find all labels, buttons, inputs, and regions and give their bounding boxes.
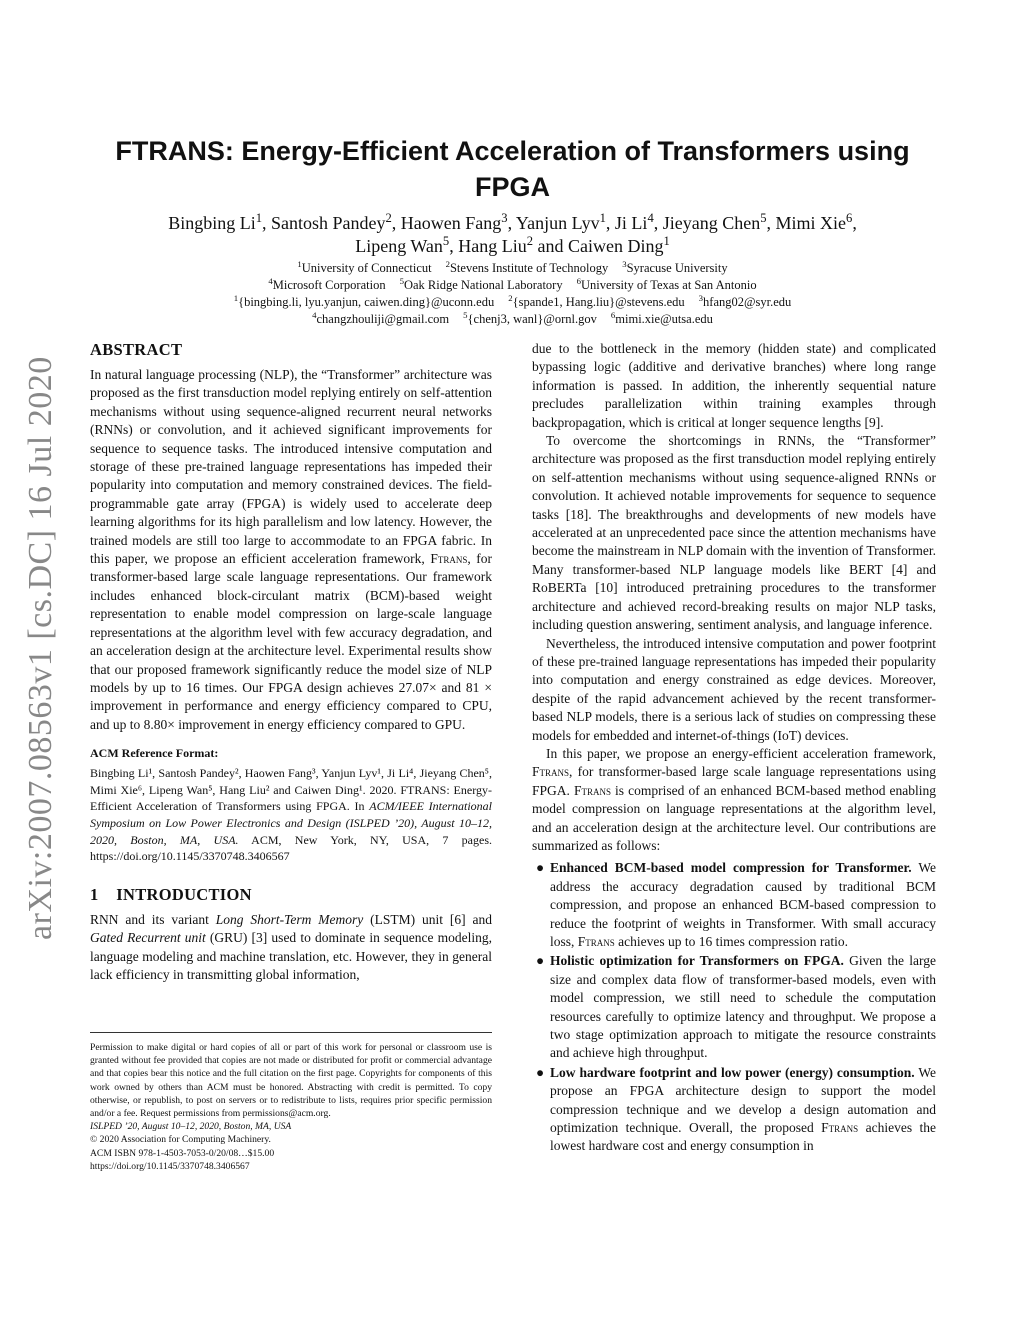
author-name: Santosh Pandey (271, 213, 386, 233)
bullet-icon: ● (536, 953, 545, 969)
affiliation-mark: 4 (312, 309, 317, 320)
author-affiliation-mark: 3 (501, 211, 508, 225)
author-name: Mimi Xie (775, 213, 847, 233)
contribution-title: Holistic optimization for Transformers on FPGA. (550, 953, 844, 969)
affiliation-text: University of Connecticut (301, 261, 432, 275)
footnote-venue: ISLPED ’20, August 10–12, 2020, Boston, MA, USA (90, 1121, 292, 1133)
acm-ref-venue: ACM/IEEE International Symposium on Low Power Electronics and Design (ISLPED ’20), August 10–12, 2020, Boston, MA, USA. (90, 799, 492, 847)
contributions-list (532, 859, 936, 1156)
affiliation-text: {bingbing.li, lyu.yanjun, caiwen.ding}@uconn.edu (238, 295, 495, 309)
contribution-title: Low hardware footprint and low power (energy) consumption. (550, 1064, 915, 1080)
contribution-text-end: achieves up to 16 times compression ratio. (614, 934, 848, 949)
affiliation-text: Microsoft Corporation (272, 278, 386, 292)
author-affiliation-mark: 4 (647, 211, 654, 225)
intro-p1-lstm: Long Short-Term Memory (215, 911, 364, 927)
intro-p4 (532, 745, 936, 855)
author-name: Hang Liu (458, 236, 527, 256)
footnote-doi[interactable]: https://doi.org/10.1145/3370748.3406567 (90, 1160, 250, 1172)
affiliation-line-1 (90, 260, 935, 277)
intro-p1-c: (GRU) [3] used to dominate in sequence modeling, language modeling and machine translation, etc. However, they in general lack efficiency in transmitting global information, (90, 930, 492, 982)
intro-heading-text: INTRODUCTION (116, 884, 252, 904)
affiliation-line-2 (90, 277, 935, 294)
abstract-heading: ABSTRACT (90, 340, 183, 359)
ftrans-name: Ftrans (577, 934, 615, 949)
affiliation-mark: 1 (297, 258, 302, 269)
left-column (90, 340, 492, 984)
intro-p4-a: In this paper, we propose an energy-efficient acceleration framework, (546, 745, 936, 761)
ftrans-name: Ftrans (821, 1120, 859, 1136)
author-name: Ji Li (614, 213, 648, 233)
abstract-text-1: In natural language processing (NLP), the “Transformer” architecture was proposed as the first transduction model replying entirely on self-attention mechanisms without using sequence-aligned recurrent neural networks (RNNs) or convolution, and it achieved significant improvements for sequence to sequence tasks. The introduced intensive computation and storage of these pre-trained language representations has impeded their popularity into computation and memory constrained devices. The field-programmable gate array (FPGA) is widely used to accelerate deep learning algorithms for its high parallelism and low latency. However, the trained models are still too large to accommodate to an FPGA fabric. In this paper, we propose an efficient acceleration framework, (90, 367, 492, 567)
affiliation-mark: 1 (233, 292, 239, 303)
contribution-text: Given the large size and complex data flow of transformer-based models, even with model compression, we still need to schedule the computation resources carefully to optimize latency and throughput. We propose a two stage optimization approach to mitigate the resource constraints and achieve high throughput. (550, 953, 936, 1061)
affiliation-line-4 (90, 311, 935, 328)
intro-p4-c: is comprised of an enhanced BCM-based method enabling model compression on language representations at the algorithm level, and an acceleration design at the architecture level. Our contributions are summarized as follows: (532, 782, 937, 853)
affiliation-mark: 5 (399, 275, 404, 286)
author-affiliation-mark: 2 (526, 234, 533, 248)
affiliation-text: Oak Ridge National Laboratory (403, 278, 563, 292)
author-name: Jieyang Chen (662, 213, 761, 233)
author-affiliation-mark: 2 (385, 211, 392, 225)
acm-ref-heading: ACM Reference Format: (90, 746, 219, 761)
affiliation-mark: 3 (622, 258, 627, 269)
abstract-text-2: , for transformer-based large scale language representations. Our framework includes enhanced block-circulant matrix (BCM)-based weight representation to enable model compression on large-scale language representations at the algorithm level with few accuracy degradation, and an acceleration design at the architecture level. Experimental results show that our proposed framework significantly reduce the model size of NLP models by up to 16 times. Our FPGA design achieves 27.07× and 81 × improvement in performance and energy efficiency compared to CPU, and up to 8.80× improvement in energy efficiency compared to GPU. (90, 551, 492, 732)
affiliation-mark: 2 (445, 258, 450, 269)
acm-ref-tail[interactable]: ACM, New York, NY, USA, 7 pages. https://doi.org/10.1145/3370748.3406567 (90, 832, 493, 864)
arxiv-stamp: arXiv:2007.08563v1 [cs.DC] 16 Jul 2020 (22, 356, 59, 940)
affiliation-text: {chenj3, wanl}@ornl.gov (467, 312, 597, 326)
footnote-permission: Permission to make digital or hard copies of all or part of this work for personal or classroom use is granted without fee provided that copies are not made or distributed for profit or commercial advantage and that copies bear this notice and the full citation on the first page. Copyrights for components of this work owned by others than ACM must be honored. Abstracting with credit is permitted. To copy otherwise, or republish, to post on servers or to redistribute to lists, requires prior specific permission and/or a fee. Request permissions from permissions@acm.org. (90, 1042, 492, 1120)
bullet-icon: ● (536, 1064, 545, 1080)
intro-p4-b: , for transformer-based large scale language representations using FPGA. (532, 764, 936, 798)
intro-heading-num: 1 (90, 884, 99, 904)
ftrans-name: Ftrans (532, 764, 570, 780)
acm-ref-text (90, 765, 492, 865)
intro-p1-cont: due to the bottleneck in the memory (hidden state) and complicated bypassing logic (additive and derivative branches) where long range information is passed. In addition, the inherently sequential nature precludes parallelization within training examples through backpropagation, which is critical at longer sequence lengths [9]. (532, 341, 936, 430)
intro-p3: Nevertheless, the introduced intensive computation and power footprint of these pre-trained language representations has impeded their popularity into computation and energy constrained as edge devices. Moreover, despite of the rapid advancement achieved by the recent transformer-based NLP models, there is a serious lack of studies on compressing these models for embedded and internet-of-things (IoT) devices. (532, 635, 936, 743)
ftrans-name: Ftrans (430, 551, 468, 567)
bullet-icon: ● (536, 860, 545, 876)
affiliation-text: Stevens Institute of Technology (449, 261, 609, 275)
contribution-text: We address the accuracy degradation caused by traditional BCM compression, and propose an enhanced BCM-based compression to reduce the footprint of weights in Transformer. With small accuracy loss, (550, 860, 936, 949)
intro-right-text (532, 340, 936, 855)
author-affiliation-mark: 6 (846, 211, 853, 225)
footnote-isbn: ACM ISBN 978-1-4503-7053-0/20/08…$15.00 (90, 1147, 275, 1159)
affiliation-text: hfang02@syr.edu (703, 295, 792, 309)
affiliation-mark: 6 (576, 275, 581, 286)
contribution-text-end: achieves the lowest hardware cost and energy consumption in (550, 1120, 937, 1154)
author-affiliation-mark: 1 (663, 234, 670, 248)
author-affiliation-mark: 5 (442, 234, 450, 248)
permission-footnote (90, 1032, 492, 1173)
author-name: Caiwen Ding (568, 236, 664, 256)
affiliation-text: Syracuse University (626, 261, 728, 275)
affiliation-text: mimi.xie@utsa.edu (615, 312, 713, 326)
affiliation-mark: 4 (268, 275, 273, 286)
author-affiliation-mark: 1 (255, 211, 262, 225)
paper-title: FTRANS: Energy-Efficient Acceleration of Transformers using FPGA (115, 136, 910, 202)
affiliation-mark: 6 (610, 309, 616, 320)
affiliation-mark: 3 (698, 292, 704, 303)
author-affiliation-mark: 5 (760, 211, 767, 225)
affiliation-text: changzhouliji@gmail.com (316, 312, 450, 326)
right-column (532, 340, 936, 1157)
intro-p1-a: RNN and its variant (90, 911, 216, 927)
contribution-title: Enhanced BCM-based model compression for Transformer. (550, 860, 912, 876)
list-item (532, 952, 936, 1062)
abstract-text (90, 366, 492, 734)
ftrans-name: Ftrans (573, 782, 611, 798)
author-name: Yanjun Lyv (515, 213, 600, 233)
intro-paragraph-1 (90, 911, 492, 985)
author-name: Bingbing Li (168, 213, 256, 233)
author-name: Lipeng Wan (355, 236, 443, 256)
intro-p1-gru: Gated Recurrent unit (90, 930, 206, 946)
affiliation-line-3 (90, 294, 935, 311)
acm-ref-authors: Bingbing Li¹, Santosh Pandey², Haowen Fang³, Yanjun Lyv¹, Ji Li⁴, Jieyang Chen⁵, Mimi Xie⁶, Lipeng Wan⁵, Hang Liu² and Caiwen Ding¹. 2020. FTRANS: Energy-Efficient Acceleration of Transformers using FPGA. In (90, 766, 492, 814)
footnote-copyright: © 2020 Association for Computing Machinery. (90, 1134, 271, 1146)
affiliations (90, 260, 935, 328)
affiliation-mark: 5 (463, 309, 468, 320)
list-item (532, 859, 936, 951)
affiliation-mark: 2 (508, 292, 513, 303)
list-item (532, 1064, 936, 1156)
intro-heading (90, 885, 492, 905)
contribution-text: We propose an FPGA architecture design to support the model compression technique and we develop a design automation and optimization technique. Overall, the proposed (550, 1064, 936, 1136)
author-name: Haowen Fang (400, 213, 502, 233)
intro-p2: To overcome the shortcomings in RNNs, the “Transformer” architecture was proposed as the first transduction model replying entirely on self-attention mechanisms without using sequence-aligned RNNs or convolution. It achieved notable improvements for sequence to sequence tasks [18]. The breakthroughs and developments of new models have accelerated at an unprecedented pace since the attention mechanisms have become the mainstream in NLP domain with the invention of Transformer. Many transformer-based NLP language models like BERT [4] and RoBERTa [10] introduced pretraining procedures to the transformer architecture and achieved record-breaking results on major NLP tasks, including question answering, sentiment analysis, and language inference. (532, 433, 936, 633)
author-affiliation-mark: 1 (599, 211, 606, 225)
author-list: Bingbing Li$^1$, Santosh Pandey$^2$, Haowen Fang$^3$, Yanjun Lyv$^1$, Ji Li$^4$, Jieyang Chen$^5$, Mimi Xie$^6$, Lipeng Wan$^5$, Hang Liu$^2$ and Caiwen Ding$^1$ (168, 211, 857, 256)
affiliation-text: University of Texas at San Antonio (580, 278, 757, 292)
intro-p1-b: (LSTM) unit [6] and (363, 911, 493, 927)
affiliation-text: {spande1, Hang.liu}@stevens.edu (512, 295, 685, 309)
